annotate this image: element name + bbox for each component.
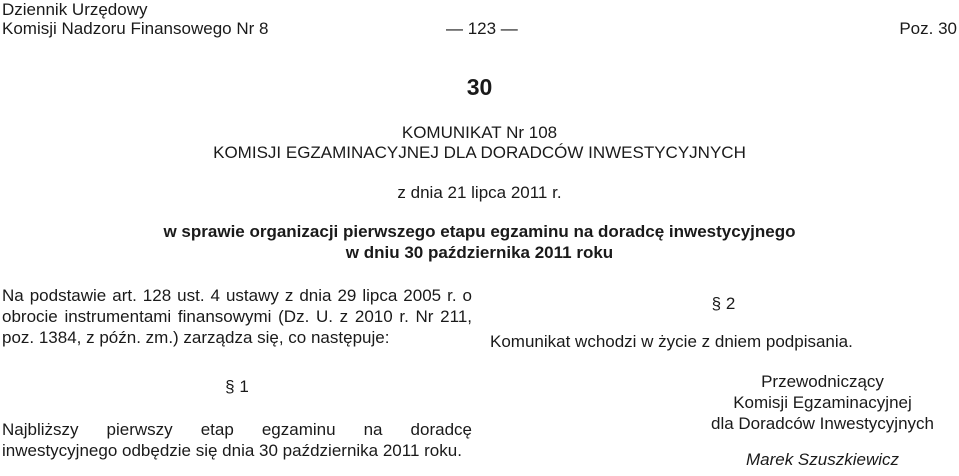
document-subject [0, 221, 959, 263]
section-1-label: § 1 [225, 377, 249, 396]
section-2-text: Komunikat wchodzi w życie z dniem podpisania. [490, 332, 853, 351]
signature-role: Przewodniczący [761, 372, 884, 391]
position-number: Poz. 30 [899, 19, 957, 38]
document-title [0, 123, 959, 163]
document-title-line1: KOMUNIKAT Nr 108 [401, 123, 558, 142]
journal-title: Dziennik Urzędowy [2, 0, 148, 19]
signature-org-line2: dla Doradców Inwestycyjnych [711, 414, 934, 433]
signature-org-line1: Komisji Egzaminacyjnej [733, 393, 912, 412]
signature-block [690, 371, 955, 470]
left-column [2, 285, 472, 461]
document-subject-line2: w dniu 30 października 2011 roku [345, 243, 614, 262]
document-subject-line1: w sprawie organizacji pierwszego etapu egzaminu na doradcę inwestycyjnego [163, 222, 796, 241]
document-date: z dnia 21 lipca 2011 r. [397, 183, 562, 202]
right-column [490, 293, 957, 352]
section-2-label: § 2 [711, 294, 736, 313]
document-number: 30 [466, 74, 493, 100]
signatory-name: Marek Szuszkiewicz [745, 450, 900, 469]
journal-subtitle: Komisji Nadzoru Finansowego Nr 8 [2, 19, 269, 38]
document-title-line2: KOMISJI EGZAMINACYJNEJ DLA DORADCÓW INWESTYCYJNYCH [213, 143, 746, 162]
section-1-text: Najbliższy pierwszy etap egzaminu na doradcę inwestycyjnego odbędzie się dnia 30 października 2011 roku. [2, 420, 472, 460]
preamble: Na podstawie art. 128 ust. 4 ustawy z dnia 29 lipca 2005 r. o obrocie instrumentami finansowymi (Dz. U. z 2010 r. Nr 211, poz. 1384, z późn. zm.) zarządza się, co następuje: [2, 286, 472, 347]
page-number: — 123 — [446, 19, 518, 38]
